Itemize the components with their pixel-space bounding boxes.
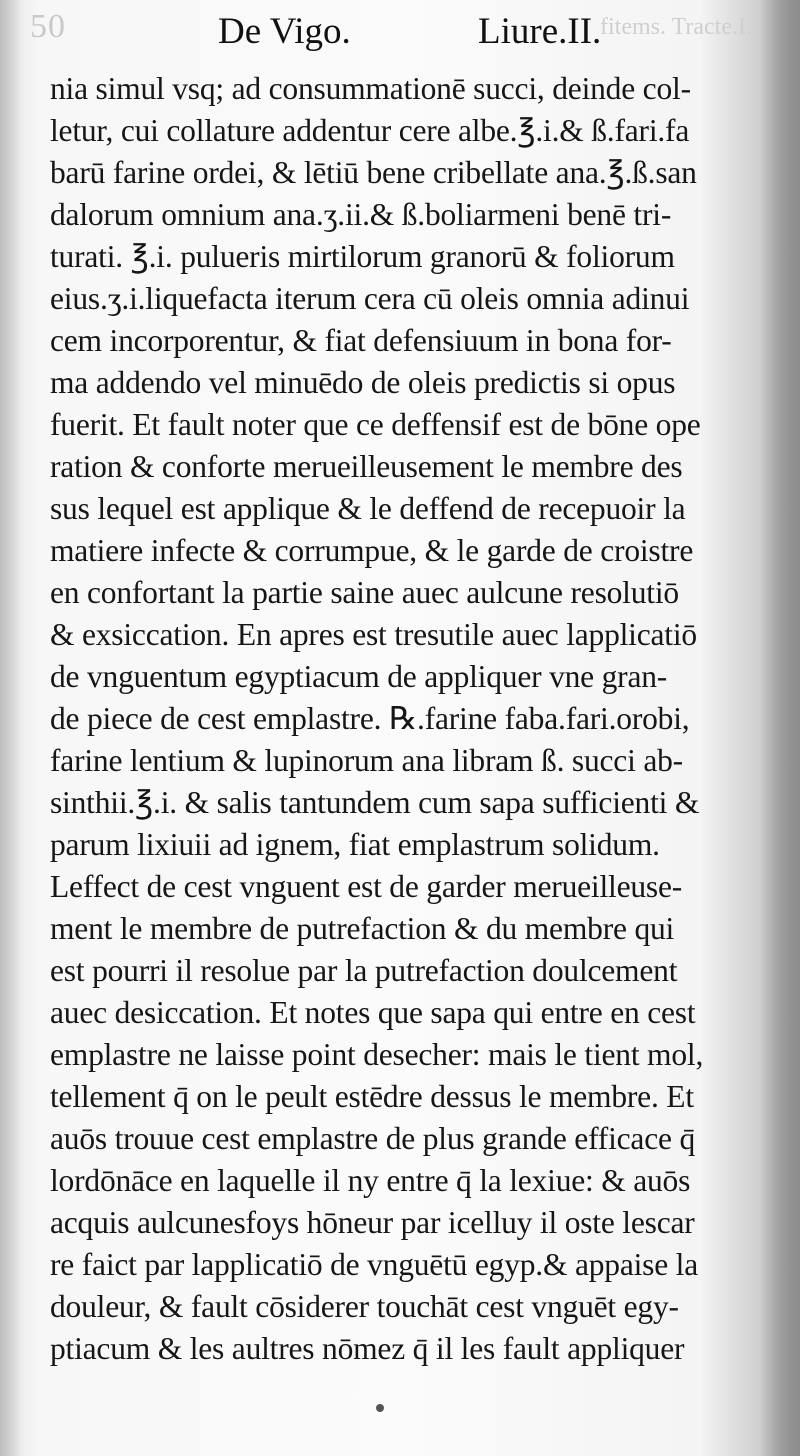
text-line: sus lequel est applique & le deffend de recepuoir la (50, 491, 686, 526)
text-line: tellement q̄ on le peult estēdre dessus le membre. Et (50, 1079, 694, 1114)
text-line: douleur, & fault cōsiderer touchāt cest vnguēt egy- (50, 1289, 679, 1324)
text-line: en confortant la partie saine auec aulcune resolutiō (50, 575, 679, 610)
text-line: acquis aulcunesfoys hōneur par icelluy il oste lescar (50, 1205, 695, 1240)
text-line: auōs trouue cest emplastre de plus grande efficace q̄ (50, 1121, 695, 1156)
text-line: barū farine ordei, & lētiū bene cribellate ana.℥.ß.san (50, 155, 697, 190)
text-line: ration & conforte merueilleusement le membre des (50, 449, 683, 484)
text-line: fuerit. Et fault noter que ce deffensif est de bōne ope (50, 407, 701, 442)
running-head-book: Liure.II. (478, 11, 602, 52)
text-line: sinthii.℥.i. & salis tantundem cum sapa sufficienti & (50, 785, 700, 820)
page-number: 50 (30, 8, 66, 45)
text-line: turati. ℥.i. pulueris mirtilorum granorū & foliorum (50, 239, 675, 274)
text-line: Leffect de cest vnguent est de garder merueilleuse- (50, 869, 683, 904)
text-line: ma addendo vel minuēdo de oleis predictis si opus (50, 365, 676, 400)
body-text (50, 68, 750, 1370)
text-line: letur, cui collature addentur cere albe.℥.i.& ß.fari.fa (50, 113, 690, 148)
text-line: eius.ʒ.i.liquefacta iterum cera cū oleis omnia adinui (50, 281, 690, 316)
page-edge (760, 0, 800, 1456)
text-line: nia simul vsq; ad consummationē succi, deinde col- (50, 71, 691, 106)
text-line: matiere infecte & corrumpue, & le garde de croistre (50, 533, 694, 568)
text-line: cem incorporentur, & fiat defensiuum in bona for- (50, 323, 672, 358)
text-line: auec desiccation. Et notes que sapa qui entre en cest (50, 995, 696, 1030)
running-head-title: De Vigo. (218, 11, 351, 52)
text-line: ptiacum & les aultres nōmez q̄ il les fault appliquer (50, 1331, 685, 1366)
text-line: & exsiccation. En apres est tresutile auec lapplicatiō (50, 617, 697, 652)
bleed-through-text: fitems. Tracte.I. (600, 14, 752, 40)
text-line: parum lixiuii ad ignem, fiat emplastrum solidum. (50, 827, 660, 862)
text-line: ment le membre de putrefaction & du membre qui (50, 911, 675, 946)
text-line: de piece de cest emplastre. ℞.farine faba.fari.orobi, (50, 701, 690, 736)
text-line: lordōnāce en laquelle il ny entre q̄ la lexiue: & auōs (50, 1163, 691, 1198)
text-line: emplastre ne laisse point desecher: mais le tient mol, (50, 1037, 704, 1072)
gutter-shadow (0, 0, 22, 1456)
text-line: re faict par lapplicatiō de vnguētū egyp.& appaise la (50, 1247, 699, 1282)
text-line: de vnguentum egyptiacum de appliquer vne gran- (50, 659, 668, 694)
text-line: farine lentium & lupinorum ana libram ß. succi ab- (50, 743, 683, 778)
text-line: dalorum omnium ana.ʒ.ii.& ß.boliarmeni benē tri- (50, 197, 672, 232)
ink-speck (376, 1404, 384, 1412)
text-line: est pourri il resolue par la putrefaction doulcement (50, 953, 678, 988)
